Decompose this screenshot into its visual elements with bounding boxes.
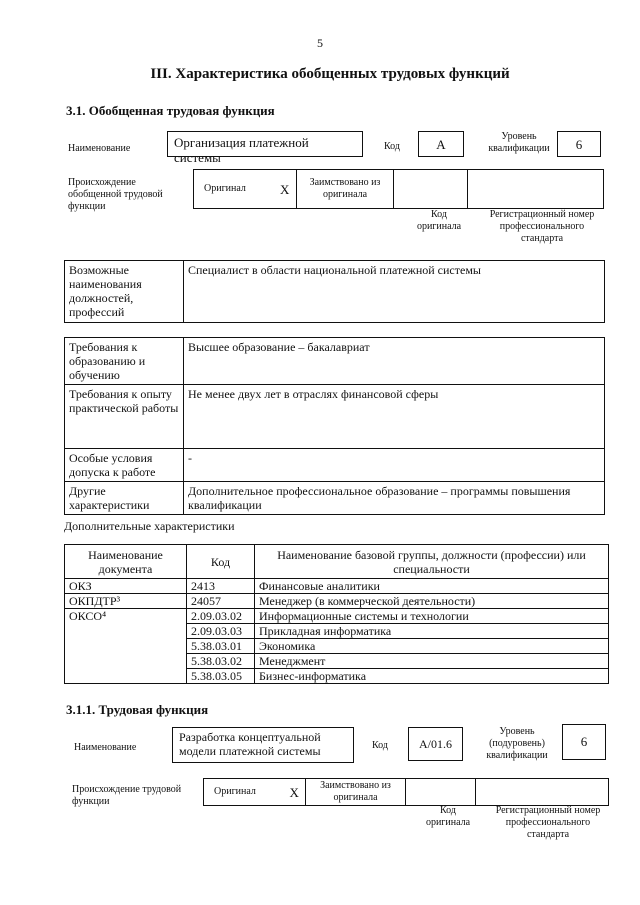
labor-borrowed-label: Заимствовано из оригинала bbox=[306, 779, 406, 806]
gen-original-mark: X bbox=[274, 170, 297, 209]
labor-name-value: Разработка концептуальной модели платежной системы bbox=[179, 730, 321, 758]
gen-orig-code-caption: Код оригинала bbox=[416, 209, 462, 232]
labor-code-value: A/01.6 bbox=[419, 737, 452, 751]
row-name: Финансовые аналитики bbox=[255, 579, 609, 594]
gen-original-label: Оригинал bbox=[204, 183, 246, 194]
positions-label: Возможные наименования должностей, профессий bbox=[65, 261, 184, 323]
gen-reg-caption: Регистрационный номер профессионального стандарта bbox=[489, 209, 595, 244]
header-code: Код bbox=[187, 545, 255, 579]
row-name: Экономика bbox=[255, 639, 609, 654]
table-row bbox=[65, 609, 609, 624]
table-row bbox=[65, 579, 609, 594]
requirement-row bbox=[65, 385, 605, 449]
gen-name-box bbox=[167, 131, 363, 165]
labor-level-label: Уровень (подуровень) квалификации bbox=[486, 726, 548, 761]
labor-name-label: Наименование bbox=[74, 742, 137, 753]
row-name: Менеджмент bbox=[255, 654, 609, 669]
requirement-row bbox=[65, 482, 605, 515]
page-number: 5 bbox=[317, 36, 323, 50]
additional-heading: Дополнительные характеристики bbox=[64, 519, 235, 533]
labor-level-value: 6 bbox=[580, 734, 588, 749]
gen-borrowed-label: Заимствовано из оригинала bbox=[297, 170, 394, 209]
labor-orig-code-caption: Код оригинала bbox=[425, 805, 471, 828]
row-name: Информационные системы и технологии bbox=[255, 609, 609, 624]
gen-orig-code-cell bbox=[394, 170, 468, 209]
row-name: Бизнес-информатика bbox=[255, 669, 609, 684]
labor-code-label: Код bbox=[372, 740, 388, 751]
gen-reg-cell bbox=[468, 170, 604, 209]
gen-origin-label: Происхождение обобщенной трудовой функции bbox=[68, 177, 163, 212]
labor-original-cell bbox=[204, 779, 284, 806]
gen-func-heading: 3.1. Обобщенная трудовая функция bbox=[66, 103, 275, 118]
labor-origin-label: Происхождение трудовой функции bbox=[72, 784, 182, 807]
row-code: 2.09.03.02 bbox=[187, 609, 255, 624]
requirement-label: Требования к опыту практической работы bbox=[65, 385, 184, 449]
gen-code-box bbox=[418, 131, 464, 157]
labor-reg-cell bbox=[476, 779, 609, 806]
requirement-row bbox=[65, 338, 605, 385]
positions-table bbox=[64, 260, 605, 323]
row-name: Прикладная информатика bbox=[255, 624, 609, 639]
gen-original-cell bbox=[194, 170, 274, 209]
row-code: 5.38.03.02 bbox=[187, 654, 255, 669]
additional-table bbox=[64, 544, 609, 684]
requirement-value: - bbox=[184, 449, 605, 482]
requirement-row bbox=[65, 449, 605, 482]
header-document: Наименование документа bbox=[65, 545, 187, 579]
row-code: 2.09.03.03 bbox=[187, 624, 255, 639]
requirement-label: Особые условия допуска к работе bbox=[65, 449, 184, 482]
labor-code-box bbox=[408, 727, 463, 761]
row-code: 5.38.03.05 bbox=[187, 669, 255, 684]
requirement-label: Требования к образованию и обучению bbox=[65, 338, 184, 385]
labor-original-label: Оригинал bbox=[214, 786, 256, 797]
requirement-value: Дополнительное профессиональное образование – программы повышения квалификации bbox=[184, 482, 605, 515]
gen-level-value: 6 bbox=[575, 137, 583, 152]
table-row bbox=[65, 594, 609, 609]
row-code: 2413 bbox=[187, 579, 255, 594]
labor-origin-table bbox=[203, 778, 609, 806]
additional-header-row bbox=[65, 545, 609, 579]
requirement-value: Высшее образование – бакалавриат bbox=[184, 338, 605, 385]
requirement-value: Не менее двух лет в отраслях финансовой сферы bbox=[184, 385, 605, 449]
gen-code-label: Код bbox=[384, 141, 400, 152]
row-doc: ОКЗ bbox=[65, 579, 187, 594]
gen-code-value: А bbox=[436, 137, 446, 152]
positions-value: Специалист в области национальной платежной системы bbox=[184, 261, 605, 323]
labor-func-heading: 3.1.1. Трудовая функция bbox=[66, 702, 209, 717]
section-title: III. Характеристика обобщенных трудовых функций bbox=[150, 66, 510, 82]
labor-name-box bbox=[172, 727, 354, 763]
labor-original-mark: X bbox=[284, 779, 306, 806]
gen-name-value: Организация платежной системы bbox=[174, 135, 309, 165]
labor-reg-caption: Регистрационный номер профессионального стандарта bbox=[495, 805, 601, 840]
requirements-table bbox=[64, 337, 605, 515]
row-code: 5.38.03.01 bbox=[187, 639, 255, 654]
requirement-label: Другие характеристики bbox=[65, 482, 184, 515]
gen-level-label: Уровень квалификации bbox=[488, 131, 550, 154]
labor-orig-code-cell bbox=[406, 779, 476, 806]
gen-level-box bbox=[557, 131, 601, 157]
row-doc: ОКПДТР³ bbox=[65, 594, 187, 609]
row-name: Менеджер (в коммерческой деятельности) bbox=[255, 594, 609, 609]
row-code: 24057 bbox=[187, 594, 255, 609]
labor-level-box bbox=[562, 724, 606, 760]
gen-name-label: Наименование bbox=[68, 143, 131, 154]
header-name: Наименование базовой группы, должности (профессии) или специальности bbox=[255, 545, 609, 579]
gen-origin-table bbox=[193, 169, 604, 209]
row-doc: ОКСО⁴ bbox=[65, 609, 187, 684]
